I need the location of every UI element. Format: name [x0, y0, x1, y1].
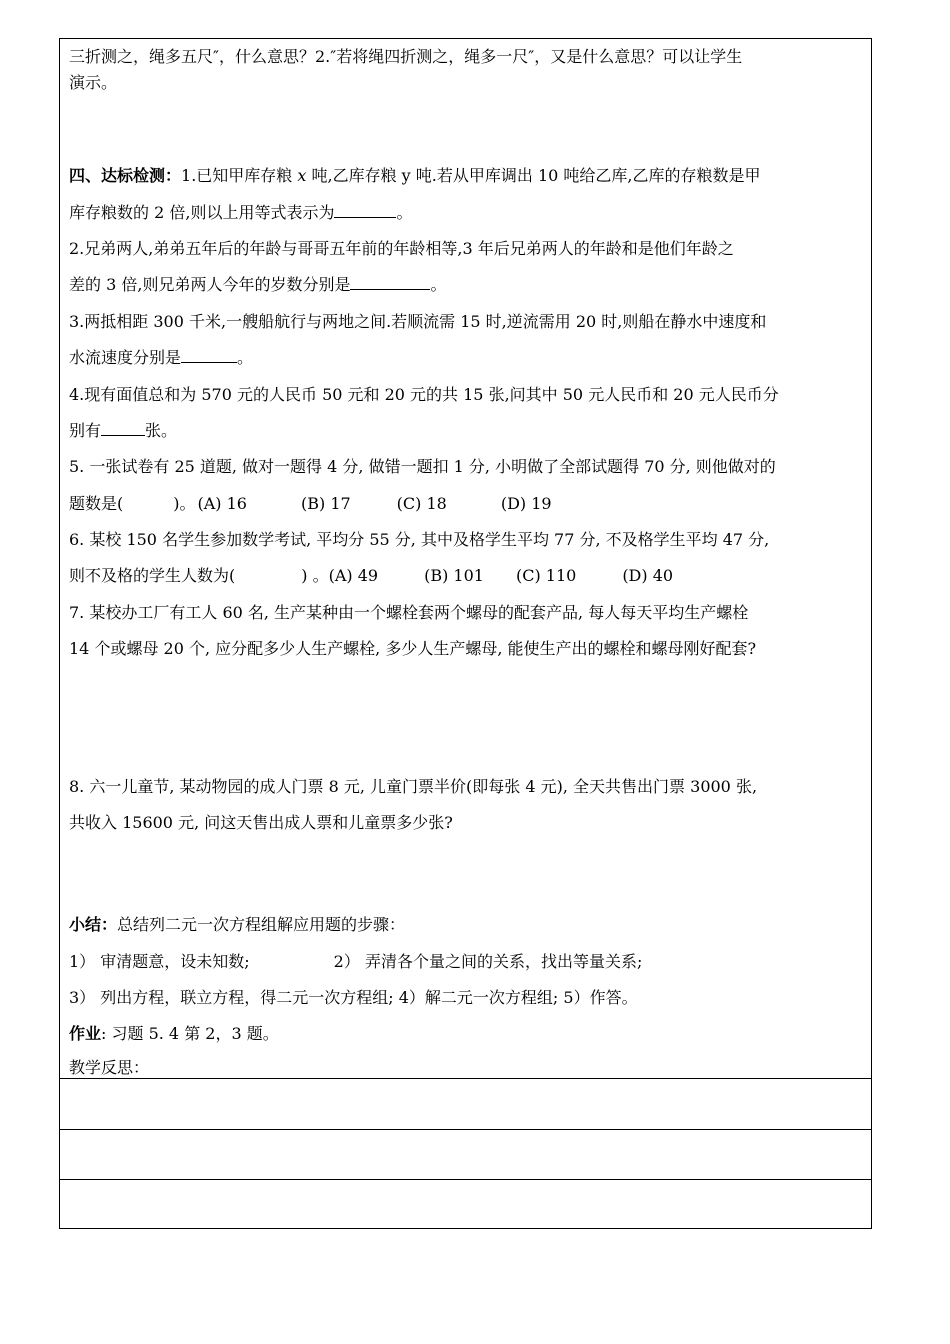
- q3-answer-blank: [181, 348, 237, 363]
- q5-option-d: (D) 19: [500, 494, 552, 513]
- q1-text-a: 1.已知甲库存粮: [181, 166, 293, 185]
- q2-line-2: 差的 3 倍,则兄弟两人今年的岁数分别是 。: [69, 275, 447, 294]
- q7-line-2: 14 个或螺母 20 个, 应分配多少人生产螺栓, 多少人生产螺母, 能使生产出的螺栓和螺母刚好配套?: [69, 639, 757, 658]
- q5-option-a: (A) 16: [197, 494, 247, 513]
- intro-line-1: 三折测之，绳多五尺″，什么意思？2.″若将绳四折测之，绳多一尺″，又是什么意思？可以让学生: [69, 47, 743, 66]
- q7-line-1: 7. 某校办工厂有工人 60 名, 生产某种由一个螺栓套两个螺母的配套产品, 每人每天平均生产螺栓: [69, 603, 749, 622]
- q5-option-c: (C) 18: [396, 494, 447, 513]
- homework-line: [69, 1024, 279, 1044]
- q5-line-2: 题数是( )。 (A) 16 (B) 17 (C) 18 (D) 19: [69, 494, 552, 513]
- section4-heading: 四、达标检测：: [69, 166, 182, 185]
- worksheet-frame: [59, 38, 872, 1229]
- q3-line-1: 3.两抵相距 300 千米,一艘船航行与两地之间.若顺流需 15 时,逆流需用 20 时,则船在静水中速度和: [69, 312, 767, 331]
- q5-line-1: 5. 一张试卷有 25 道题, 做对一题得 4 分, 做错一题扣 1 分, 小明做了全部试题得 70 分, 则他做对的: [69, 457, 776, 476]
- q2-answer-blank: [350, 275, 430, 290]
- q6-option-c: (C) 110: [515, 566, 577, 585]
- q6-line-2: 则不及格的学生人数为( ) 。(A) 49 (B) 101 (C) 110 (D) 40: [69, 566, 674, 585]
- summary-steps-1-2: [69, 952, 642, 972]
- q2-line-1: 2.兄弟两人,弟弟五年后的年龄与哥哥五年前的年龄相等,3 年后兄弟两人的年龄和是他们年龄之: [69, 239, 734, 258]
- q6-option-d: (D) 40: [622, 566, 674, 585]
- q8-line-1: 8. 六一儿童节, 某动物园的成人门票 8 元, 儿童门票半价(即每张 4 元), 全天共售出门票 3000 张,: [69, 777, 758, 796]
- summary-step-1: 1） 审清题意，设未知数;: [69, 952, 250, 971]
- q1-text-b: 吨,乙库存粮 y 吨.若从甲库调出 10 吨给乙库,乙库的存粮数是甲: [311, 166, 761, 185]
- summary-step-2: 2） 弄清各个量之间的关系，找出等量关系;: [333, 952, 643, 971]
- summary-steps-3-5: 3） 列出方程，联立方程，得二元一次方程组; 4）解二元一次方程组; 5）作答。: [69, 988, 638, 1007]
- q5-option-b: (B) 17: [300, 494, 351, 513]
- q4-line-2: 别有 张。: [69, 421, 178, 440]
- summary-line: [69, 915, 405, 935]
- reflection-label: 教学反思：: [69, 1058, 150, 1077]
- summary-heading: 小结：: [69, 915, 118, 934]
- q4-answer-blank: [101, 421, 145, 436]
- q6-option-b: (B) 101: [424, 566, 484, 585]
- q1-line-2: 库存粮数的 2 倍,则以上用等式表示为 。: [69, 203, 413, 222]
- q3-line-2: 水流速度分别是 。: [69, 348, 254, 367]
- q4-line-1: 4.现有面值总和为 570 元的人民币 50 元和 20 元的共 15 张,问其中 50 元人民币和 20 元人民币分: [69, 385, 779, 404]
- q8-line-2: 共收入 15600 元, 问这天售出成人票和儿童票多少张?: [69, 813, 453, 832]
- homework-label: 作业: [69, 1024, 102, 1043]
- reflection-rule-2: [60, 1129, 871, 1130]
- q1-variable: x: [292, 166, 312, 185]
- q1-line-1: [69, 166, 761, 186]
- intro-line-2: 演示。: [69, 73, 118, 92]
- reflection-rule-1: [60, 1078, 871, 1079]
- q6-line-1: 6. 某校 150 名学生参加数学考试, 平均分 55 分, 其中及格学生平均 77 分, 不及格学生平均 47 分,: [69, 530, 770, 549]
- q6-option-a: (A) 49: [328, 566, 379, 585]
- reflection-rule-3: [60, 1179, 871, 1180]
- q1-answer-blank: [334, 203, 396, 218]
- summary-title: 总结列二元一次方程组解应用题的步骤：: [117, 915, 406, 934]
- homework-text: : 习题 5. 4 第 2，3 题。: [101, 1024, 279, 1043]
